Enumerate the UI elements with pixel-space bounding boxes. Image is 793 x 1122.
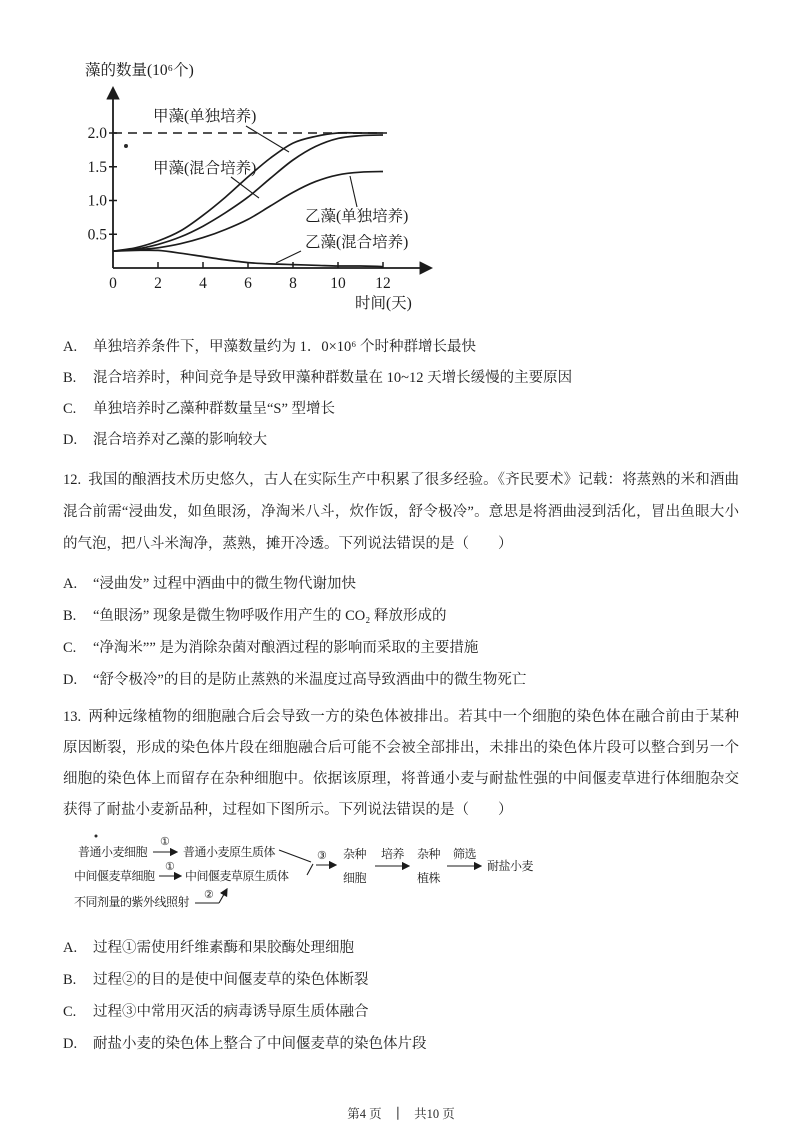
option-text: 耐盐小麦的染色体上整合了中间偃麦草的染色体片段 [93,1036,427,1052]
wheat-protoplast-label: 普通小麦原生质体 [183,845,276,859]
question-number: 13. [63,709,82,725]
step1b-circled-number: ① [165,861,175,873]
label-algae-b-mixed: 乙藻(混合培养) [305,234,409,251]
option-letter: B. [63,370,77,386]
svg-text:2.0: 2.0 [87,125,107,142]
q12-stem [63,464,739,560]
hybrid-cell-label-line1: 杂种 [343,847,367,861]
leader-algae-b-mono [350,176,357,207]
q13-option-d [63,1028,739,1060]
svg-text:1.0: 1.0 [87,192,107,210]
q12-option-d [63,664,739,696]
label-algae-b-mono: 乙藻(单独培养) [305,208,409,225]
svg-text:0.5: 0.5 [87,226,107,244]
option-text: “舒令极冷”的目的是防止蒸熟的米温度过高导致酒曲中的微生物死亡 [93,672,527,688]
cell-fusion-diagram [67,830,739,926]
converge-line-bottom [307,864,313,875]
option-text: 过程①需使用纤维素酶和果胶酶处理细胞 [93,940,354,956]
q11-option-b [63,363,739,394]
option-text: 过程②的目的是使中间偃麦草的染色体断裂 [93,972,369,988]
chart-x-axis-title: 时间(天) [355,295,412,312]
algae-growth-chart [83,58,739,320]
cell-fusion-diagram-svg [67,830,767,926]
q11-option-a [63,332,739,363]
question-text: 两种远缘植物的细胞融合后会导致一方的染色体被排出。若其中一个细胞的染色体在融合前由于某种原因断裂，形成的染色体片段在细胞融合后可能不会被全部排出，未排出的染色体片段可以整合到另一个细胞的染色体上而留存在杂种细胞中。依据该原理，将普通小麦与耐盐性强的中间偃麦草进行体细胞杂交获得了耐盐小麦新品种，过程如下图所示。下列说法错误的是（ ） [63,709,739,818]
label-algae-a-mono: 甲藻(单独培养) [153,108,257,125]
option-text: “鱼眼汤” 现象是微生物呼吸作用产生的 CO₂ 释放形成的 [93,608,447,624]
hybrid-plant-label-line2: 植株 [417,871,441,885]
q13-options [63,932,739,1060]
culture-label: 培养 [381,847,405,861]
q13-option-b [63,964,739,996]
q12-option-b [63,600,739,632]
option-letter: A. [63,339,78,355]
step3-circled-number: ③ [317,850,327,862]
question-number: 12. [63,472,82,488]
option-letter: D. [63,432,78,448]
option-letter: A. [63,940,78,956]
option-text: “浸曲发” 过程中酒曲中的微生物代谢加快 [93,576,356,592]
option-text: 混合培养时，种间竞争是导致甲藻种群数量在 10~12 天增长缓慢的主要原因 [93,370,573,386]
option-letter: C. [63,1004,77,1020]
hybrid-cell-label-line2: 细胞 [343,871,367,885]
q13-stem [63,702,739,826]
option-text: 单独培养条件下，甲藻数量约为 1．0×10⁶ 个时种群增长最快 [93,339,476,355]
label-algae-a-mixed: 甲藻(混合培养) [153,160,257,177]
algae-growth-chart-svg [83,58,463,320]
step2-circled-number: ② [204,889,214,901]
q13-option-a [63,932,739,964]
grass-cell-label: 中间偃麦草细胞 [74,869,155,883]
svg-text:8: 8 [289,275,297,292]
svg-text:0: 0 [109,275,117,292]
svg-text:12: 12 [375,275,391,292]
step1-circled-number: ① [160,836,170,848]
option-text: 混合培养对乙藻的影响较大 [93,432,267,448]
wheat-cell-label: 普通小麦细胞 [78,845,148,859]
hybrid-plant-label-line1: 杂种 [417,847,441,861]
option-letter: C. [63,640,77,656]
svg-text:2: 2 [154,275,162,292]
footer-total-pages: 共10 页 [414,1107,455,1121]
svg-text:4: 4 [199,275,207,292]
salt-tolerant-wheat-label: 耐盐小麦 [487,859,534,873]
grass-protoplast-label: 中间偃麦草原生质体 [185,869,289,883]
option-letter: D. [63,672,78,688]
leader-algae-b-mixed [276,251,301,263]
footer-page-number: 第4 页 [347,1107,382,1121]
q11-option-d [63,425,739,456]
option-letter: D. [63,1036,78,1052]
chart-y-axis-title: 藻的数量(10⁶个) [85,62,194,79]
step2-arrow [219,889,227,903]
page-footer [63,1104,739,1122]
option-letter: C. [63,401,77,417]
scan-artifact-dot [124,144,128,148]
q13-option-c [63,996,739,1028]
q12-options [63,568,739,696]
uv-treatment-label: 不同剂量的紫外线照射 [74,895,190,909]
svg-text:1.5: 1.5 [87,158,107,176]
q12-option-c [63,632,739,664]
q12-option-a [63,568,739,600]
option-letter: B. [63,608,77,624]
converge-line-top [279,850,311,862]
option-text: 单独培养时乙藻种群数量呈“S” 型增长 [93,401,336,417]
footer-separator: ｜ [391,1107,405,1121]
q11-option-c [63,394,739,425]
q11-options [63,332,739,456]
option-text: “净淘米”” 是为消除杂菌对酿酒过程的影响而采取的主要措施 [93,640,479,656]
question-text: 我国的酿酒技术历史悠久，古人在实际生产中积累了很多经验。《齐民要术》记载：将蒸熟的米和酒曲混合前需“浸曲发，如鱼眼汤，净淘米八斗，炊作饭，舒令极冷”。意思是将酒曲浸到活化，冒出鱼眼大小的气泡，把八斗米淘净，蒸熟，摊开冷透。下列说法错误的是（ ） [63,472,739,552]
leader-algae-a-mono [246,126,289,152]
screening-label: 筛选 [453,847,477,861]
svg-text:6: 6 [244,275,252,292]
svg-text:10: 10 [330,275,346,292]
option-letter: A. [63,576,78,592]
option-letter: B. [63,972,77,988]
scan-artifact-dot [95,835,98,838]
option-text: 过程③中常用灭活的病毒诱导原生质体融合 [93,1004,369,1020]
